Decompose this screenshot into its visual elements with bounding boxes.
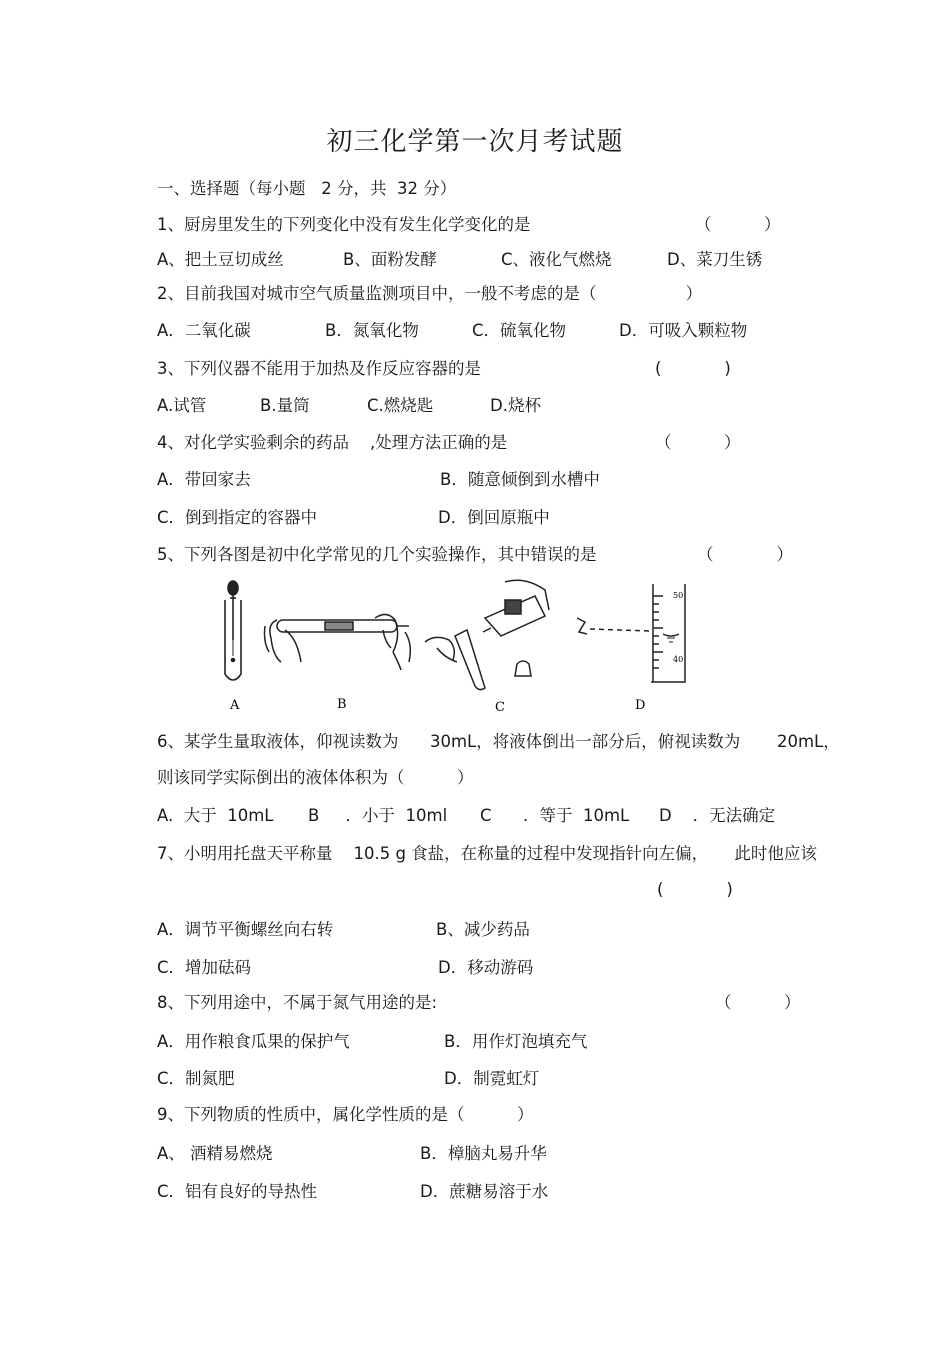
cylinder-mark-40: 40 <box>673 655 684 664</box>
question-5-stem: 5、下列各图是初中化学常见的几个实验操作，其中错误的是 <box>157 545 597 564</box>
question-8-option-d: D．制霓虹灯 <box>444 1069 540 1088</box>
question-6-stem-line-2: 则该同学实际倒出的液体体积为（ ） <box>157 768 474 787</box>
question-2-option-b: B．氮氧化物 <box>325 321 419 340</box>
question-3-stem: 3、下列仪器不能用于加热及作反应容器的是 <box>157 359 481 378</box>
question-7-option-c: C．增加砝码 <box>157 958 252 977</box>
question-7-answer-bracket: ( ) <box>657 880 733 899</box>
exam-title: 初三化学第一次月考试题 <box>326 127 624 157</box>
question-6-option-a: A. 大于 10mL <box>157 806 274 825</box>
question-9-option-a: A、 酒精易燃烧 <box>157 1144 273 1163</box>
figure-d-reading-graduated-cylinder <box>577 584 685 682</box>
question-6-option-b: B ．小于 10ml <box>308 806 448 825</box>
question-7-option-d: D．移动游码 <box>438 958 534 977</box>
question-2-stem: 2、目前我国对城市空气质量监测项目中，一般不考虑的是（ ） <box>157 284 703 303</box>
question-8-option-a: A．用作粮食瓜果的保护气 <box>157 1032 350 1051</box>
experiment-figure <box>205 578 705 718</box>
question-8-option-b: B．用作灯泡填充气 <box>444 1032 588 1051</box>
question-3-answer-bracket: ( ) <box>655 359 731 378</box>
question-4-option-d: D．倒回原瓶中 <box>438 508 550 527</box>
question-9-stem: 9、下列物质的性质中，属化学性质的是（ ） <box>157 1105 534 1124</box>
question-1-option-c: C、液化气燃烧 <box>501 250 612 269</box>
question-6-option-d: D ．无法确定 <box>659 806 776 825</box>
question-7-option-b: B、减少药品 <box>436 920 530 939</box>
question-6-stem-line-1: 6、某学生量取液体，仰视读数为 30mL，将液体倒出一部分后，俯视读数为 20mL， <box>157 732 840 751</box>
question-1-option-a: A、把土豆切成丝 <box>157 250 284 269</box>
question-9-option-d: D．蔗糖易溶于水 <box>420 1182 549 1201</box>
figure-c-pouring-liquid <box>425 580 549 689</box>
question-3-option-d: D.烧杯 <box>490 396 541 415</box>
question-2-option-c: C．硫氧化物 <box>472 321 567 340</box>
figure-b-heating-tube-by-hand <box>265 614 411 670</box>
question-4-answer-bracket: （ ） <box>655 433 741 452</box>
question-3-option-b: B.量筒 <box>260 396 310 415</box>
question-4-stem: 4、对化学实验剩余的药品 ,处理方法正确的是 <box>157 433 508 452</box>
question-9-option-b: B．樟脑丸易升华 <box>420 1144 547 1163</box>
question-4-option-a: A．带回家去 <box>157 470 251 489</box>
question-8-option-c: C．制氮肥 <box>157 1069 235 1088</box>
figure-label-d: D <box>635 698 646 713</box>
question-1-stem: 1、厨房里发生的下列变化中没有发生化学变化的是 <box>157 215 531 234</box>
figure-label-b: B <box>337 697 347 712</box>
figure-label-a: A <box>230 698 240 713</box>
question-4-option-c: C．倒到指定的容器中 <box>157 508 318 527</box>
question-6-option-c: C ．等于 10mL <box>480 806 630 825</box>
question-8-stem: 8、下列用途中，不属于氮气用途的是: <box>157 993 438 1012</box>
question-1-option-b: B、面粉发酵 <box>343 250 437 269</box>
question-8-answer-bracket: （ ） <box>715 993 801 1012</box>
question-1-answer-bracket: （ ） <box>695 215 781 234</box>
question-2-option-d: D．可吸入颗粒物 <box>619 321 748 340</box>
question-2-option-a: A．二氧化碳 <box>157 321 251 340</box>
section-heading: 一、选择题（每小题 2 分，共 32 分） <box>157 179 457 198</box>
question-5-answer-bracket: （ ） <box>697 545 793 564</box>
question-1-option-d: D、菜刀生锈 <box>667 250 763 269</box>
figure-label-c: C <box>495 700 505 715</box>
figure-a-dropper-into-test-tube <box>225 581 241 680</box>
cylinder-mark-50: 50 <box>673 591 684 600</box>
question-3-option-a: A.试管 <box>157 396 207 415</box>
question-3-option-c: C.燃烧匙 <box>367 396 434 415</box>
question-7-stem: 7、小明用托盘天平称量 10.5 g 食盐，在称量的过程中发现指针向左偏， 此时他应该 <box>157 844 817 863</box>
question-7-option-a: A．调节平衡螺丝向右转 <box>157 920 334 939</box>
question-9-option-c: C．铝有良好的导热性 <box>157 1182 318 1201</box>
question-4-option-b: B．随意倾倒到水槽中 <box>440 470 600 489</box>
